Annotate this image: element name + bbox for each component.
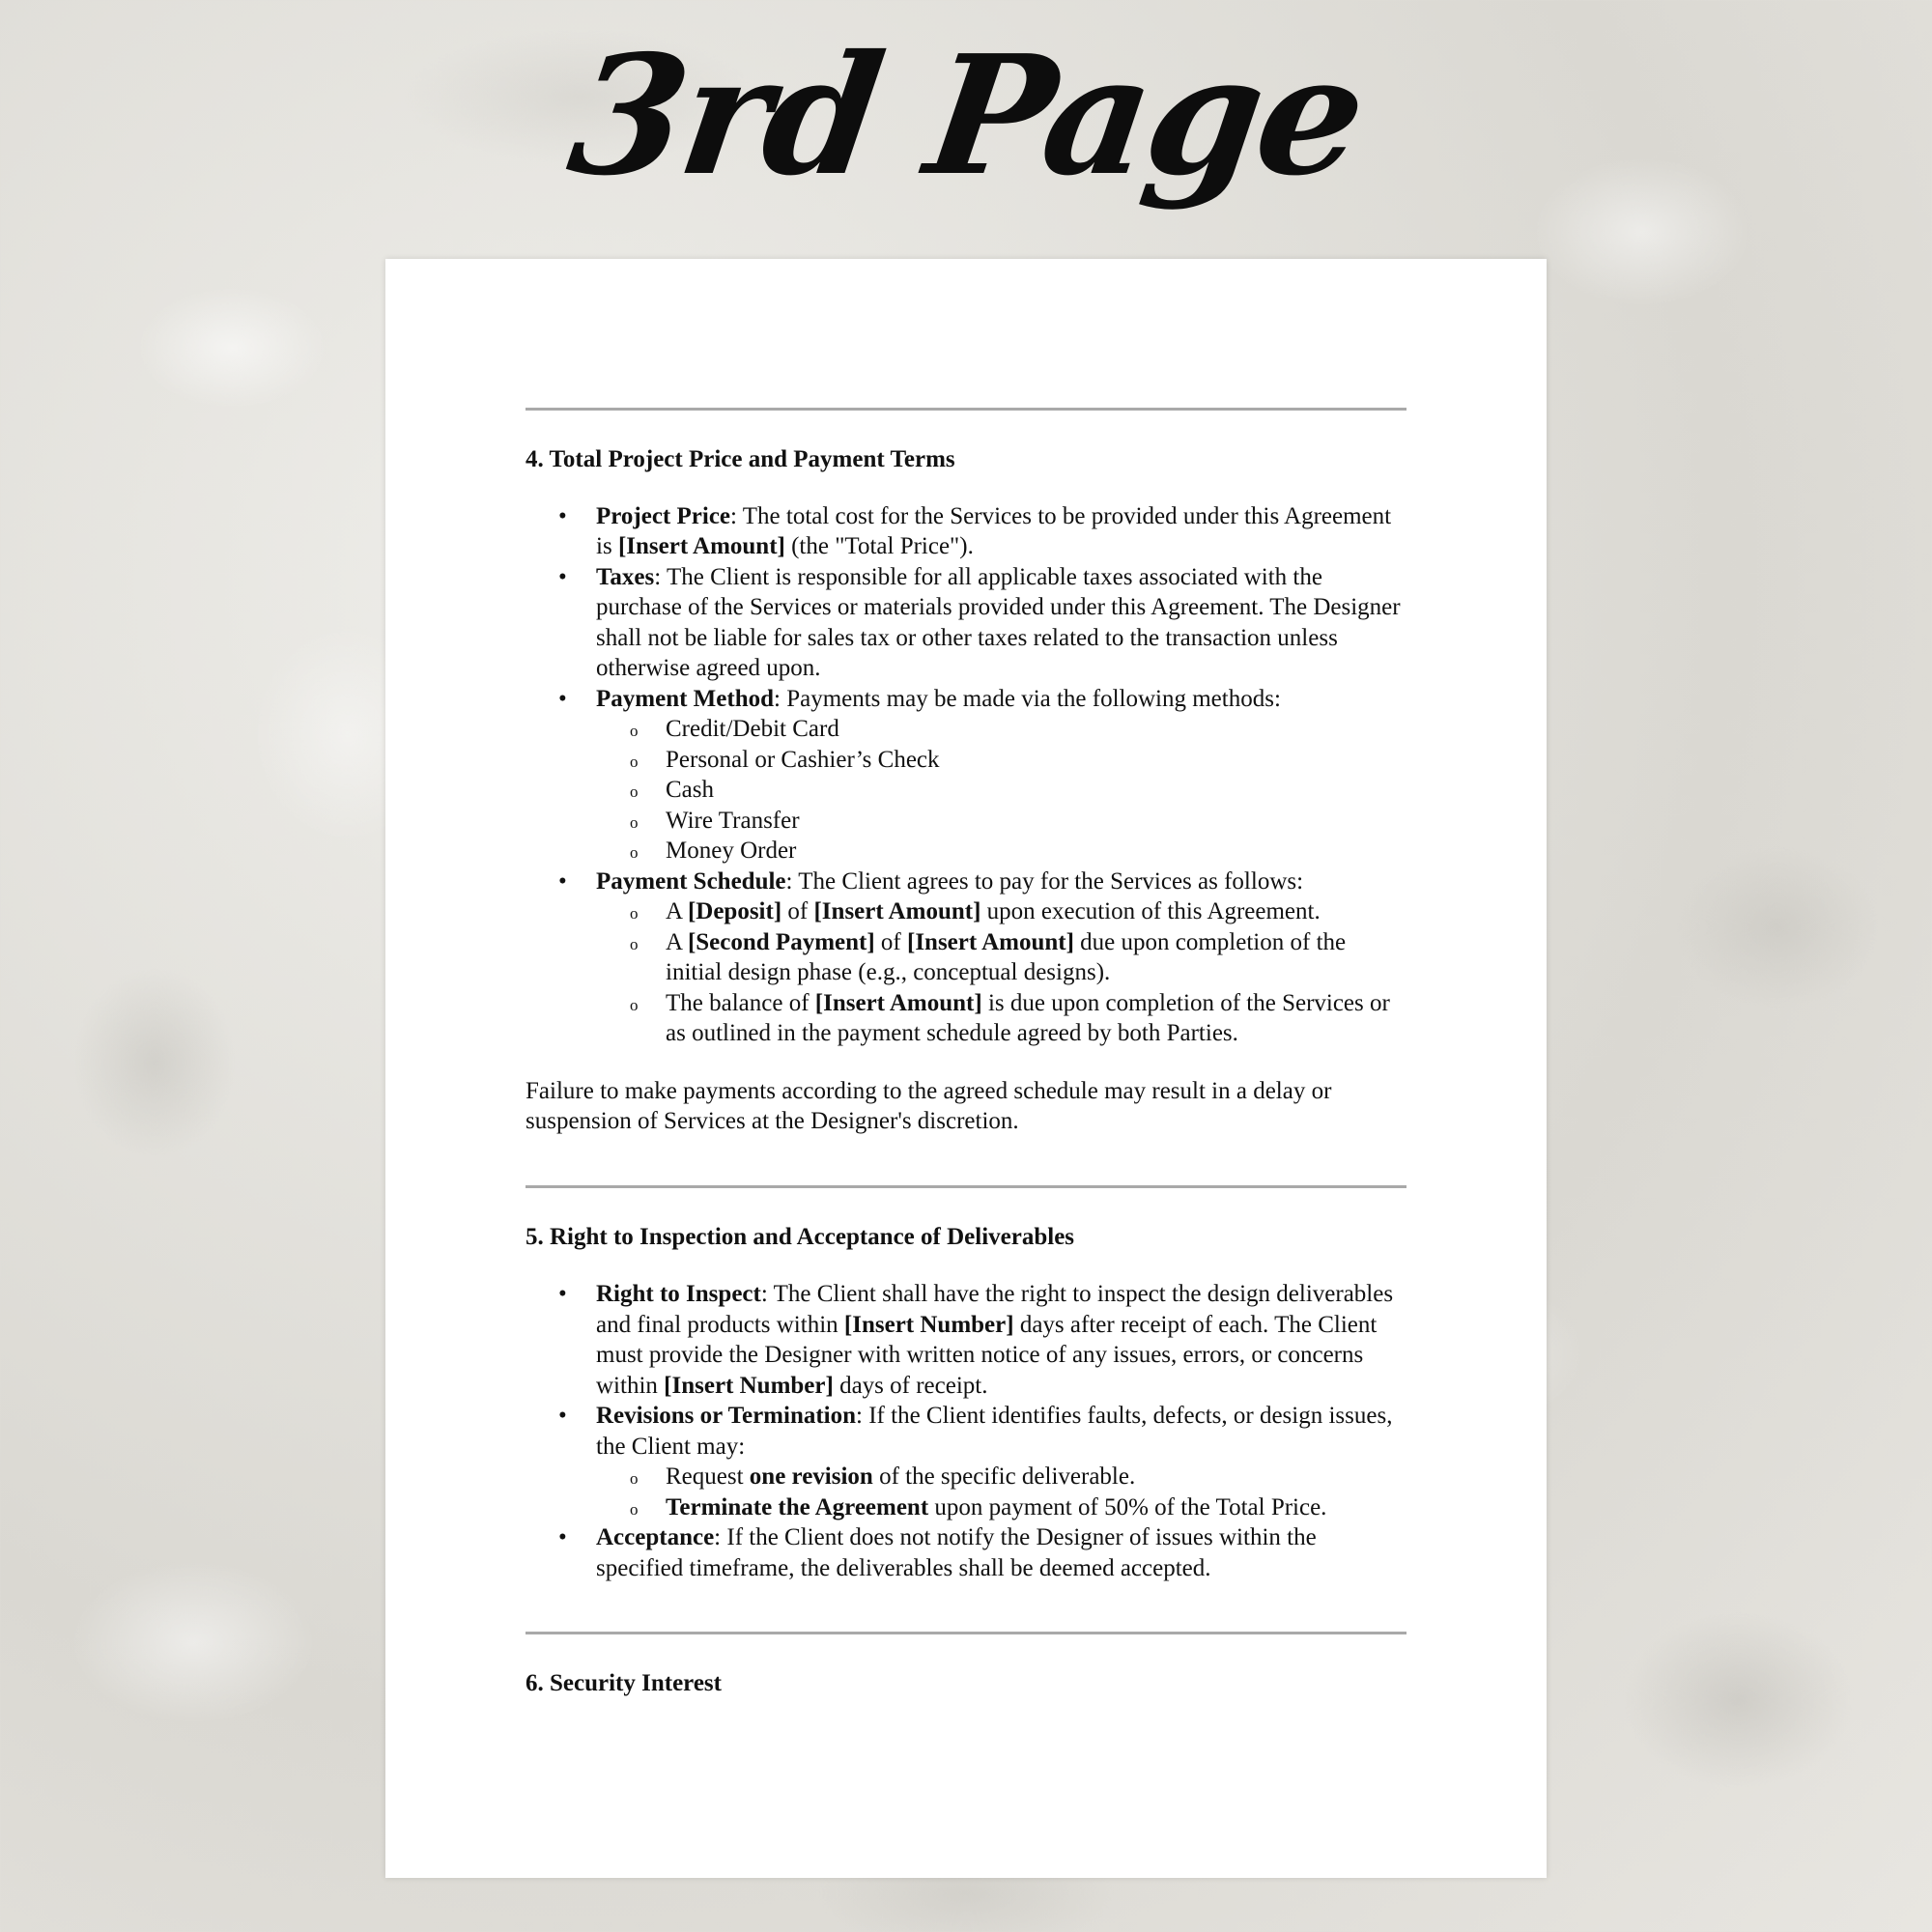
section-5-heading: 5. Right to Inspection and Acceptance of Deliverables: [526, 1223, 1075, 1250]
item-label: Right to Inspect: [596, 1281, 761, 1307]
list-item-payment-schedule: [526, 867, 1406, 1049]
sub-list-item: [596, 896, 1406, 927]
divider: [526, 1632, 1406, 1634]
item-label: Revisions or Termination: [596, 1403, 857, 1429]
list-item-revisions: [526, 1401, 1406, 1522]
section-4-list: [526, 501, 1406, 1049]
list-item-payment-method: [526, 684, 1406, 867]
item-text: upon payment of 50% of the Total Price.: [928, 1493, 1327, 1520]
item-text: of: [874, 928, 907, 955]
list-item-project-price: [526, 501, 1406, 562]
sub-list-item: [596, 927, 1406, 988]
item-label: Acceptance: [596, 1524, 715, 1550]
item-text: : Payments may be made via the following methods:: [774, 685, 1281, 712]
item-text: A: [666, 928, 688, 955]
page-title: 3rd Page: [558, 19, 1374, 213]
sub-list-item: o Cash: [596, 775, 1406, 806]
payment-schedule-list: [596, 896, 1406, 1049]
item-text: days of receipt.: [833, 1372, 988, 1399]
item-label: Taxes: [596, 563, 655, 590]
sub-list-item: [596, 1492, 1406, 1523]
item-text: Request: [666, 1463, 750, 1490]
item-text: : The Client shall have the right to inspect the design deliverables and final products within: [596, 1281, 1394, 1338]
placeholder-number: [Insert Number]: [843, 1311, 1014, 1338]
document-content: [526, 408, 1406, 1699]
list-item-acceptance: [526, 1522, 1406, 1583]
item-text: : The Client agrees to pay for the Services as follows:: [785, 867, 1304, 895]
placeholder-amount: [Insert Amount]: [617, 533, 785, 559]
item-text: A: [666, 898, 688, 924]
section-6-heading: 6. Security Interest: [526, 1670, 722, 1696]
payment-methods-list: [596, 714, 1406, 867]
item-label: Payment Method: [596, 685, 774, 712]
section-4-heading: 4. Total Project Price and Payment Terms: [526, 446, 955, 472]
item-text: (the "Total Price").: [784, 533, 974, 559]
list-item-taxes: [526, 562, 1406, 684]
item-text: is due upon completion of the Services or as outlined in the payment schedule agreed by both Parties.: [666, 989, 1390, 1046]
placeholder-amount: [Insert Amount]: [907, 928, 1074, 955]
sub-list-item: o Personal or Cashier’s Check: [596, 745, 1406, 776]
sub-list-item: [596, 988, 1406, 1049]
item-text: : If the Client identifies faults, defects, or design issues, the Client may:: [596, 1403, 1393, 1460]
placeholder-amount: [Insert Amount]: [813, 898, 981, 924]
item-text: due upon completion of the initial design phase (e.g., conceptual designs).: [666, 928, 1347, 985]
item-text: The balance of: [666, 989, 815, 1016]
placeholder-amount: [Insert Amount]: [814, 989, 982, 1016]
divider: [526, 408, 1406, 411]
failure-note: Failure to make payments according to the agreed schedule may result in a delay or suspension of Services at the Designer's discretion.: [526, 1077, 1332, 1134]
divider: [526, 1185, 1406, 1188]
item-text: of the specific deliverable.: [872, 1463, 1136, 1490]
item-label: Project Price: [596, 502, 731, 529]
placeholder-second-payment: [Second Payment]: [687, 928, 875, 955]
list-item-right-to-inspect: [526, 1279, 1406, 1401]
placeholder-deposit: [Deposit]: [687, 898, 782, 924]
sub-list-item: o Credit/Debit Card: [596, 714, 1406, 745]
placeholder-number: [Insert Number]: [664, 1372, 834, 1399]
item-label: Payment Schedule: [596, 867, 786, 895]
item-text: : The total cost for the Services to be provided under this Agreement is: [596, 502, 1392, 559]
section-5-list: [526, 1279, 1406, 1583]
item-text: : If the Client does not notify the Designer of issues within the specified timeframe, the deliverables shall be deemed accepted.: [596, 1524, 1317, 1581]
sub-list-item: o Wire Transfer: [596, 806, 1406, 837]
item-bold: one revision: [749, 1463, 873, 1490]
item-text: : The Client is responsible for all applicable taxes associated with the purchase of the Services or materials provided under this Agreement. The Designer shall not be liable for sales tax or other taxes related to the transaction unless otherwise agreed upon.: [596, 563, 1401, 681]
document-page: [385, 259, 1547, 1878]
item-text: upon execution of this Agreement.: [980, 898, 1321, 924]
revisions-list: [596, 1462, 1406, 1522]
sub-list-item: o Money Order: [596, 836, 1406, 867]
sub-list-item: [596, 1462, 1406, 1492]
item-text: days after receipt of each. The Client must provide the Designer with written notice of any issues, errors, or concerns within: [596, 1311, 1378, 1399]
item-text: of: [781, 898, 814, 924]
item-bold: Terminate the Agreement: [666, 1493, 929, 1520]
